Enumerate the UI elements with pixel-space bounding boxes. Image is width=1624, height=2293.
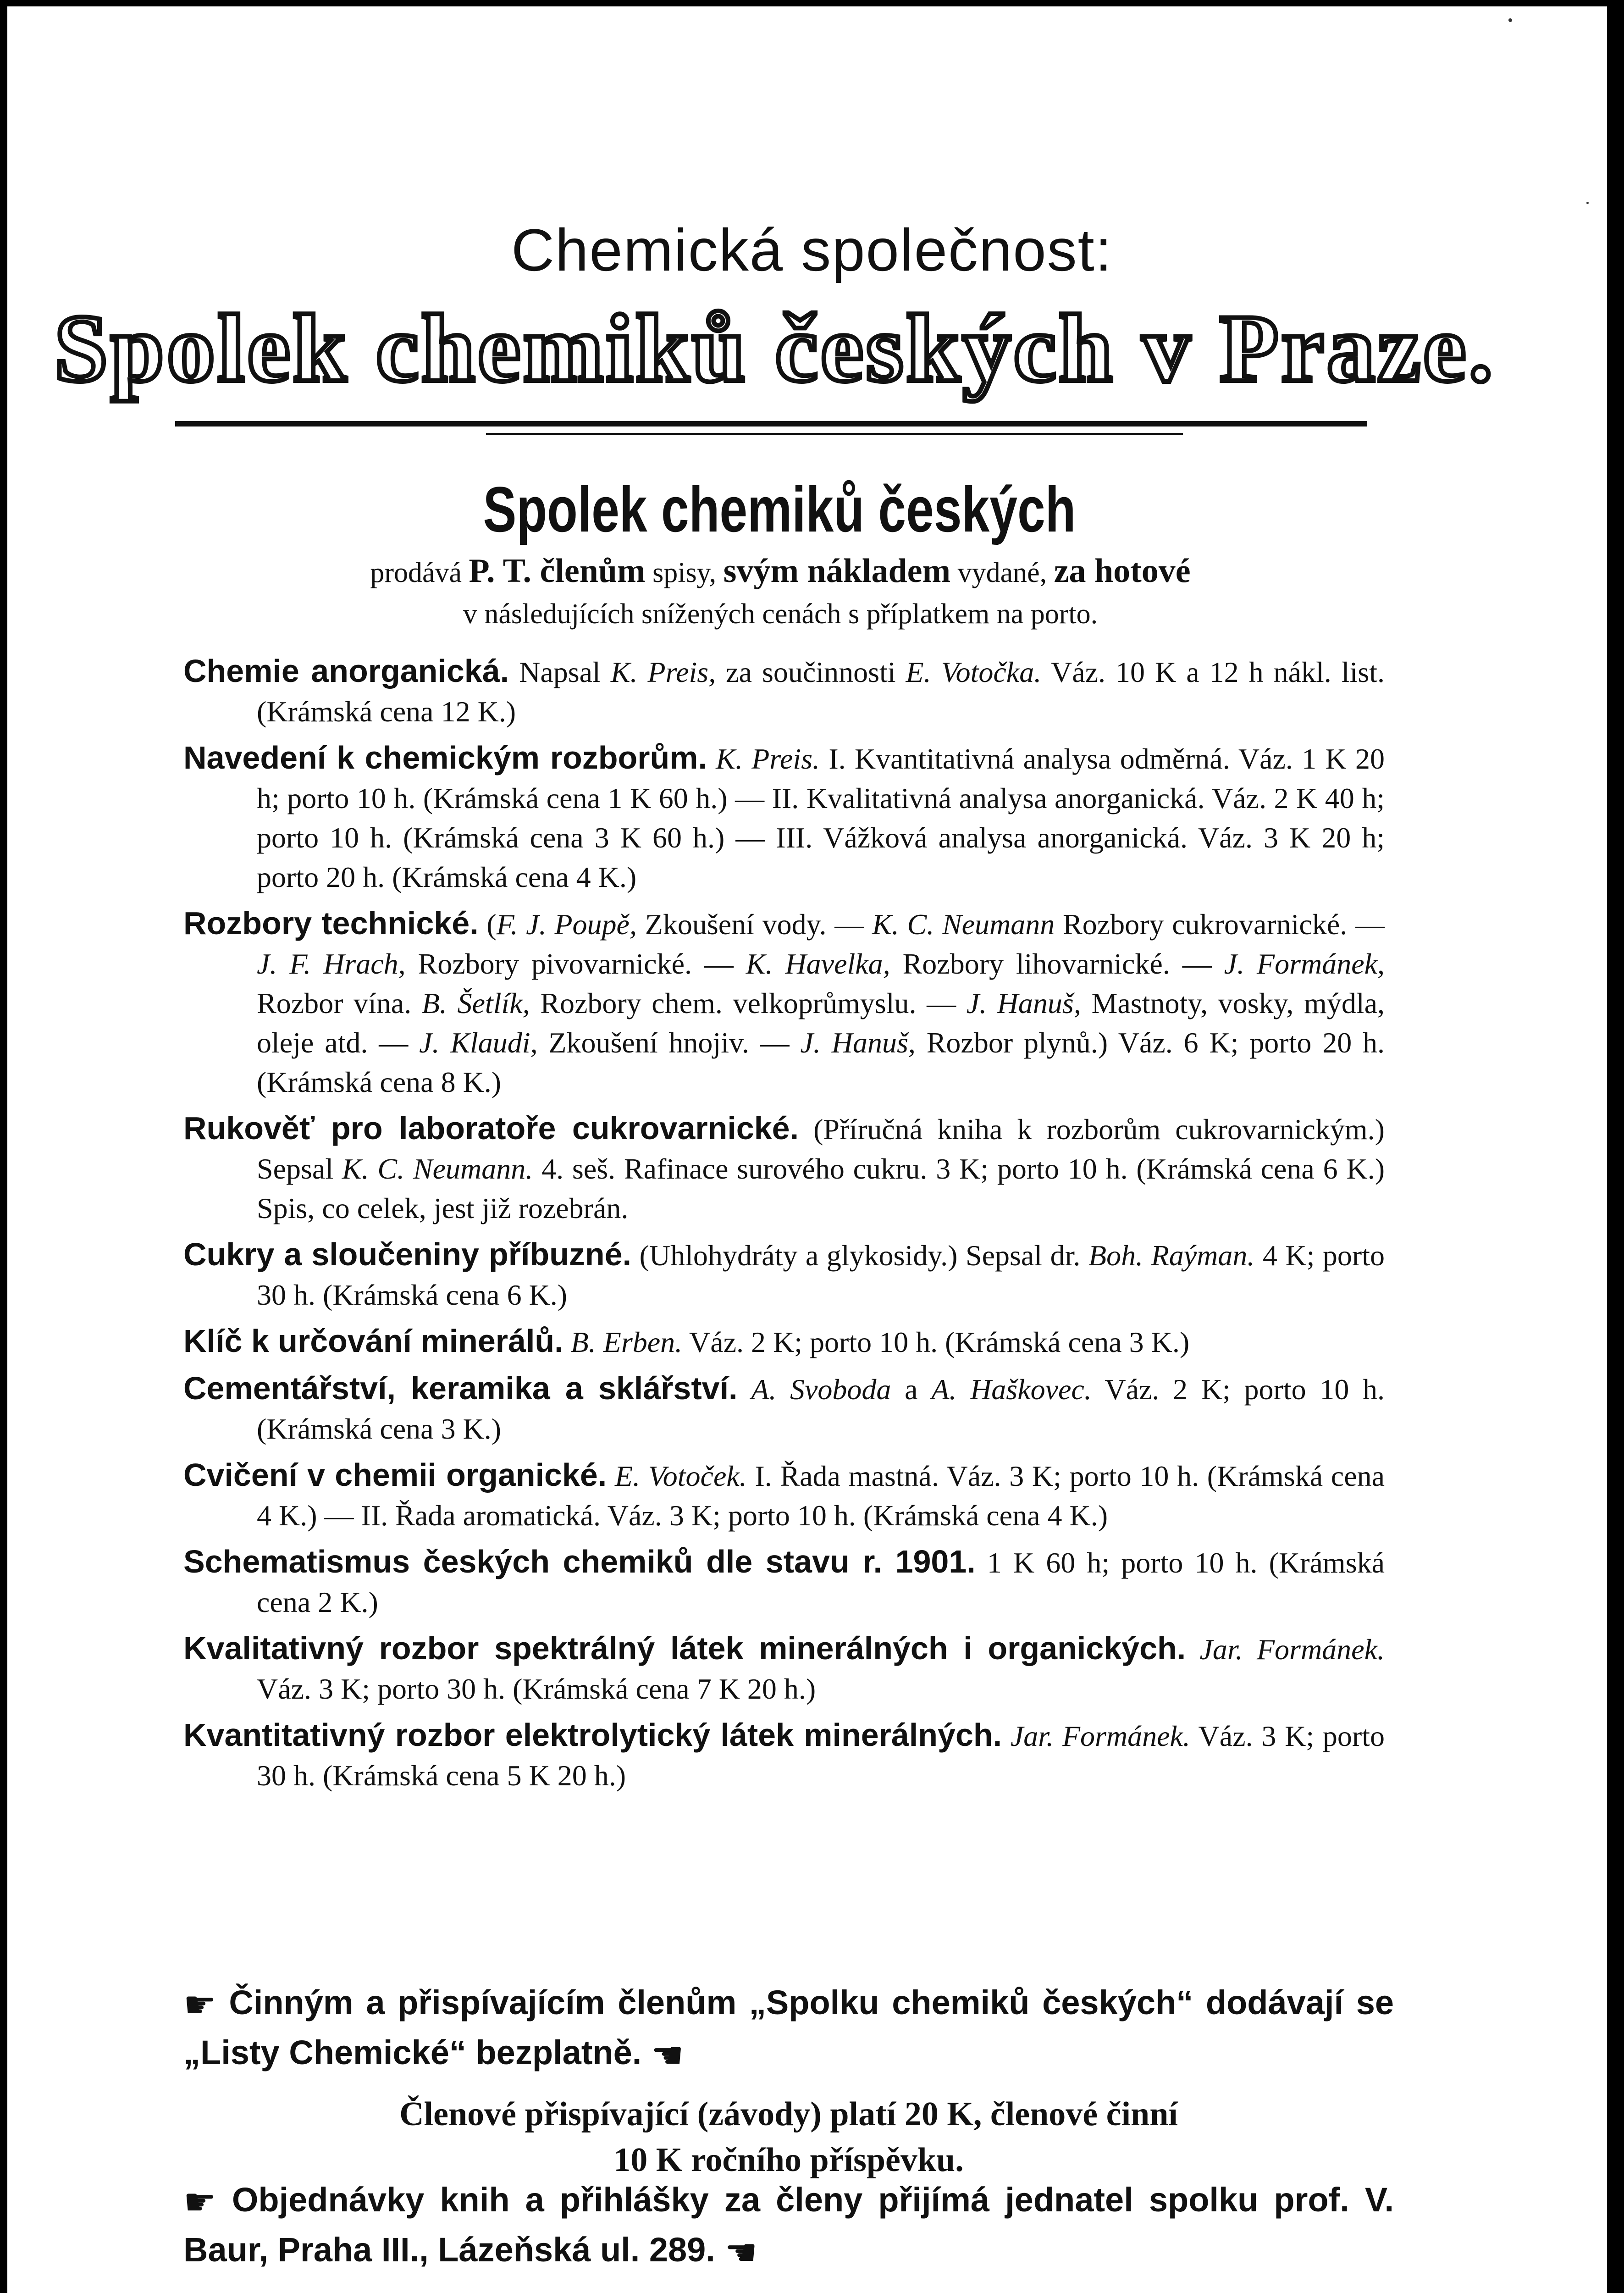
scan-border-right xyxy=(1607,0,1624,2293)
order-text: Objednávky knih a přihlášky za členy přijímá jednatel spolku prof. V. Baur, Praha III., Lázeňská ul. 289. xyxy=(183,2181,1394,2269)
entry-author: B. Erben. xyxy=(570,1326,683,1358)
entry-heading: Cvičení v chemii organické. xyxy=(183,1457,607,1493)
entry-author: E. Votoček. xyxy=(614,1460,747,1492)
intro-word: prodává xyxy=(370,557,462,588)
entry-text: ( xyxy=(478,908,497,941)
entry-text: Rozbory chem. velkoprůmyslu. — xyxy=(530,987,967,1019)
scan-speck xyxy=(1508,18,1512,22)
entry-heading: Kvalitativný rozbor spektrálný látek minerálných i organických. xyxy=(183,1630,1186,1666)
catalog-entry xyxy=(183,738,1385,897)
free-journal-notice xyxy=(183,1979,1394,2079)
entry-author: F. J. Poupě, xyxy=(496,908,637,941)
pointing-hand-right-icon: ☛ xyxy=(183,2181,216,2224)
entry-text: Zkoušení hnojiv. — xyxy=(537,1026,801,1059)
pointing-hand-left-icon: ☚ xyxy=(724,2231,758,2274)
catalog-list xyxy=(183,651,1385,1802)
intro-members: P. T. členům xyxy=(469,552,646,590)
entry-text: 4 K; porto 30 h. (Krámská cena 6 K.) xyxy=(257,1239,1385,1311)
entry-text: Váz. 10 K a 12 h nákl. list. (Krámská cena 12 K.) xyxy=(257,656,1385,728)
entry-text: Rozbory lihovarnické. — xyxy=(890,947,1224,980)
entry-text: Rozbory cukrovarnické. — xyxy=(1055,908,1385,941)
entry-text xyxy=(707,742,716,775)
entry-author: J. Hanuš, xyxy=(800,1026,916,1059)
entry-text: (Uhlohydráty a glykosidy.) Sepsal dr. xyxy=(631,1239,1088,1272)
entry-text: 4. seš. Rafinace surového cukru. 3 K; porto 10 h. (Krámská cena 6 K.) Spis, co celek, jest již rozebrán. xyxy=(257,1152,1385,1224)
entry-author: K. Preis, xyxy=(610,656,716,688)
society-name-outlined: Spolek chemiků českých v Praze. xyxy=(54,295,1496,402)
entry-author: A. Svoboda xyxy=(751,1373,891,1406)
entry-author: K. Preis. xyxy=(716,742,820,775)
entry-author: Jar. Formánek. xyxy=(1199,1633,1385,1666)
entry-text: Rozbory pivovarnické. — xyxy=(405,947,746,980)
entry-heading: Klíč k určování minerálů. xyxy=(183,1323,563,1359)
entry-author: J. F. Hrach, xyxy=(257,947,406,980)
entry-heading: Kvantitativný rozbor elektrolytický látek minerálných. xyxy=(183,1717,1002,1753)
entry-author: Boh. Raýman. xyxy=(1088,1239,1255,1272)
entry-text xyxy=(1002,1720,1011,1752)
entry-heading: Chemie anorganická. xyxy=(183,653,509,689)
notice-emphasis: Činným a přispívajícím členům xyxy=(229,1983,737,2022)
entry-heading: Navedení k chemickým rozborům. xyxy=(183,740,707,775)
entry-heading: Cukry a sloučeniny příbuzné. xyxy=(183,1236,632,1272)
entry-text: a xyxy=(891,1373,932,1406)
entry-text: I. Kvantitativná analysa odměrná. Váz. 1 K 20 h; porto 10 h. (Krámská cena 1 K 60 h.) — II. Kvalitativná analysa anorganická. Váz. 2 K 40 h; porto 10 h. (Krámská cena 3 K 60 h.) — III. Vážková analysa anorganická. Váz. 3 K 20 h; porto 20 h. (Krámská cena 4 K.) xyxy=(257,742,1385,893)
society-header: Chemická společnost: xyxy=(511,216,1113,283)
header-rule-thin xyxy=(486,433,1183,435)
entry-heading: Schematismus českých chemiků dle stavu r. 1901. xyxy=(183,1544,976,1579)
order-notice xyxy=(183,2176,1394,2276)
intro-paragraph xyxy=(175,550,1386,635)
intro-word: spisy, xyxy=(652,557,717,588)
entry-author: J. Klaudi, xyxy=(419,1026,538,1059)
page-title: Spolek chemiků českých xyxy=(483,473,1076,545)
entry-author: J. Formánek, xyxy=(1224,947,1385,980)
entry-text: za součinnosti xyxy=(716,656,906,688)
entry-text: Napsal xyxy=(509,656,611,688)
membership-line-1: Členové přispívající (závody) platí 20 K, členové činní xyxy=(399,2095,1178,2133)
catalog-entry xyxy=(183,1368,1385,1449)
scan-border-top xyxy=(0,0,1624,6)
catalog-entry xyxy=(183,1235,1385,1315)
catalog-entry xyxy=(183,1108,1385,1228)
entry-heading: Cementářství, keramika a sklářství. xyxy=(183,1370,738,1406)
intro-cash: za hotové xyxy=(1054,552,1191,590)
catalog-entry xyxy=(183,651,1385,731)
catalog-entry xyxy=(183,1542,1385,1622)
pointing-hand-right-icon: ☛ xyxy=(183,1983,216,2027)
entry-text: Váz. 3 K; porto 30 h. (Krámská cena 5 K 20 h.) xyxy=(257,1720,1385,1792)
catalog-entry xyxy=(183,903,1385,1102)
entry-heading: Rozbory technické. xyxy=(183,905,479,941)
intro-word: vydané, xyxy=(957,557,1047,588)
notice-free: bezplatně. xyxy=(475,2033,642,2072)
pointing-hand-left-icon: ☚ xyxy=(651,2033,684,2077)
membership-fees xyxy=(183,2091,1394,2183)
entry-text xyxy=(738,1373,751,1406)
entry-text: I. Řada mastná. Váz. 3 K; porto 10 h. (Krámská cena 4 K.) — II. Řada aromatická. Váz. 3 K; porto 10 h. (Krámská cena 4 K.) xyxy=(257,1460,1385,1532)
entry-text xyxy=(563,1326,571,1358)
catalog-entry xyxy=(183,1715,1385,1795)
entry-heading: Rukověť pro laboratoře cukrovarnické. xyxy=(183,1110,799,1146)
entry-author: A. Haškovec. xyxy=(931,1373,1092,1406)
catalog-entry xyxy=(183,1455,1385,1535)
entry-text: Mastnoty, vosky, mýdla, oleje atd. — xyxy=(257,987,1385,1059)
entry-author: Jar. Formánek. xyxy=(1010,1720,1190,1752)
entry-author: E. Votočka. xyxy=(906,656,1042,688)
membership-line-2: 10 K ročního příspěvku. xyxy=(613,2141,964,2179)
scan-speck xyxy=(1586,202,1589,204)
entry-text: Váz. 2 K; porto 10 h. (Krámská cena 3 K.) xyxy=(682,1326,1190,1358)
entry-author: K. C. Neumann. xyxy=(342,1152,533,1185)
entry-text: Rozbor vína. xyxy=(257,987,422,1019)
catalog-entry xyxy=(183,1628,1385,1709)
entry-text xyxy=(607,1460,615,1492)
entry-author: J. Hanuš, xyxy=(966,987,1081,1019)
entry-text: Zkoušení vody. — xyxy=(636,908,873,941)
intro-line-2: v následujících snížených cenách s příplatkem na porto. xyxy=(463,598,1098,630)
notice-text: „Spolku chemiků českých“ dodávají se „Listy Chemické“ xyxy=(183,1983,1394,2072)
entry-text: Rozbor plynů.) Váz. 6 K; porto 20 h. (Krámská cena 8 K.) xyxy=(257,1026,1385,1098)
entry-text: Váz. 2 K; porto 10 h. (Krámská cena 3 K.) xyxy=(257,1373,1385,1445)
intro-own-cost: svým nákladem xyxy=(723,552,951,590)
entry-author: K. Havelka, xyxy=(746,947,890,980)
entry-text xyxy=(1186,1633,1199,1666)
entry-author: K. C. Neumann xyxy=(872,908,1055,941)
entry-text: (Příručná kniha k rozborům cukrovarnickým.) Sepsal xyxy=(257,1113,1385,1185)
entry-text: Váz. 3 K; porto 30 h. (Krámská cena 7 K 20 h.) xyxy=(257,1673,816,1705)
entry-text: 1 K 60 h; porto 10 h. (Krámská cena 2 K.) xyxy=(257,1546,1385,1618)
entry-author: B. Šetlík, xyxy=(421,987,530,1019)
header-rule-thick xyxy=(175,421,1367,426)
catalog-entry xyxy=(183,1321,1385,1362)
